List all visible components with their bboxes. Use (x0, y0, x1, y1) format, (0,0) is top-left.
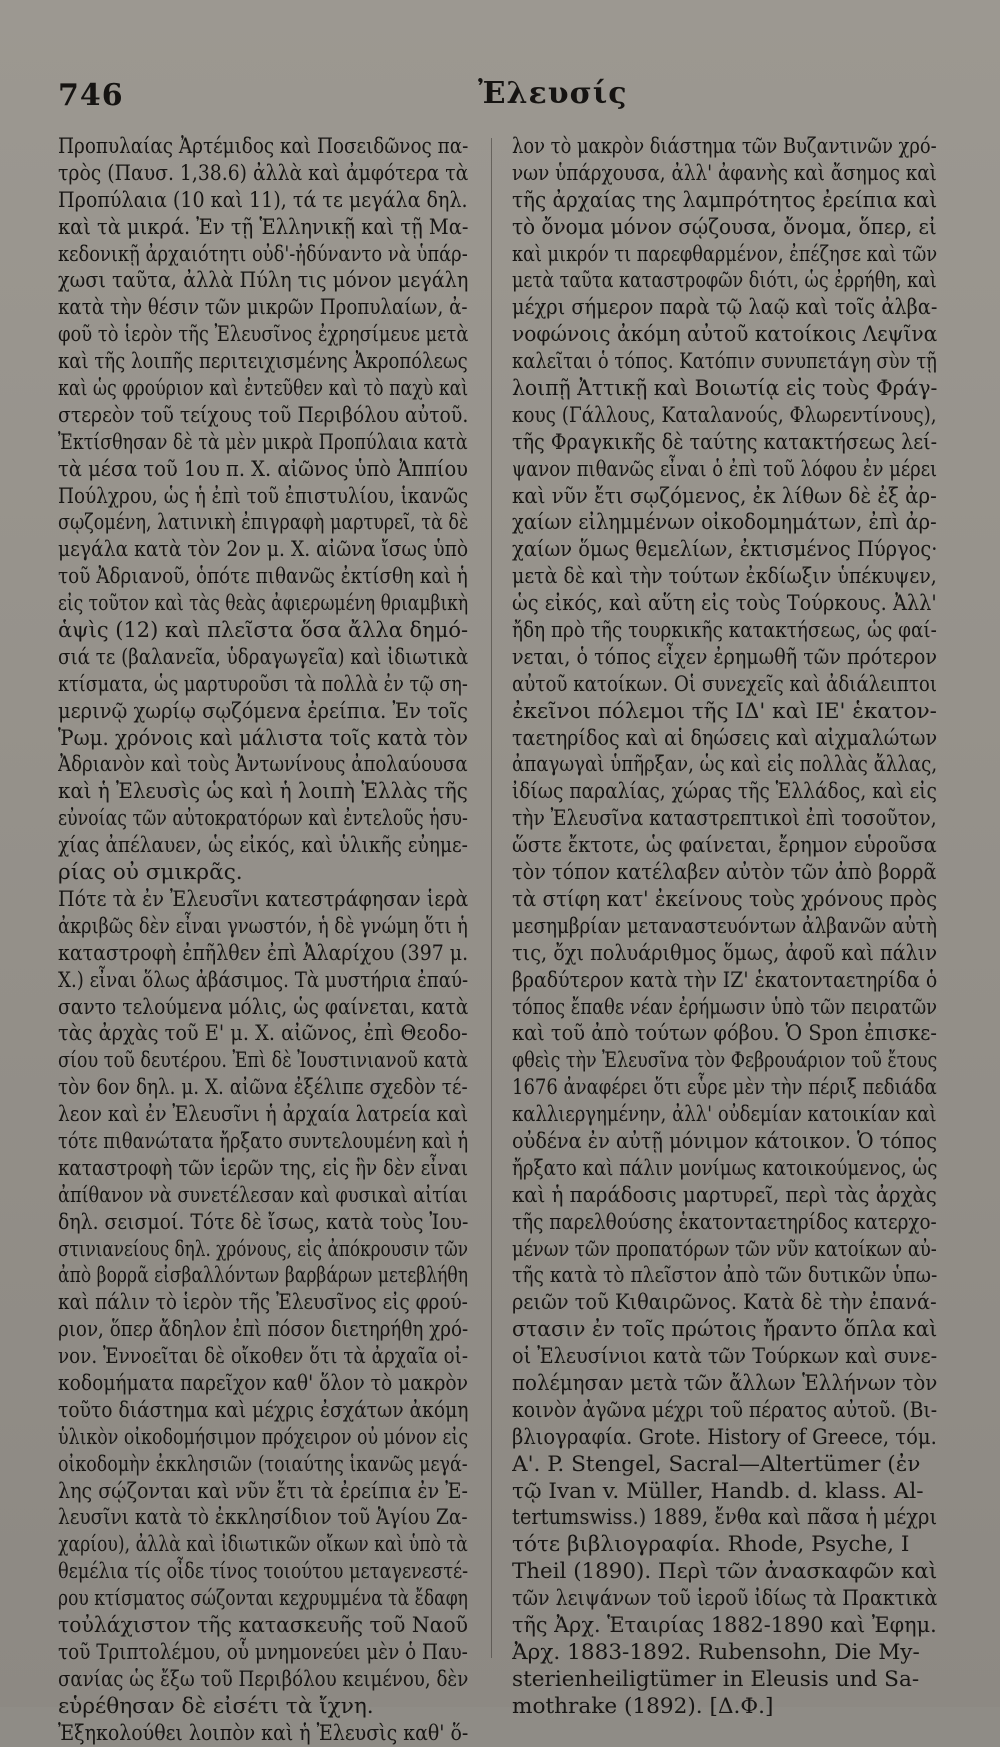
text-line: ἰδίως παραλίας, χώρας τῆς Ἑλλάδος, καὶ εἰς (512, 779, 937, 805)
text-line: καὶ τοῦ ἀπὸ τούτων φόβου. Ὁ Spon ἐπισκε- (512, 1021, 937, 1047)
text-line: καὶ νῦν ἔτι σῳζόμενος, ἐκ λίθων δὲ ἐξ ἀρ- (512, 483, 937, 509)
text-line: ρειῶν τοῦ Κιθαιρῶνος. Κατὰ δὲ τὴν ἐπανά- (512, 1290, 937, 1316)
text-line: φθεὶς τὴν Ἐλευσῖνα τὸν Φεβρουάριον τοῦ ἔτους (512, 1048, 937, 1074)
text-line: χαρίου), ἀλλὰ καὶ ἰδιωτικῶν οἴκων καὶ ὑπὸ τὰ (58, 1532, 468, 1558)
text-line: εὑρέθησαν δὲ εἰσέτι τὰ ἴχνη. (58, 1693, 374, 1719)
page-number: 746 (58, 78, 124, 113)
text-line: ἁψὶς (12) καὶ πλεῖστα ὅσα ἄλλα δημό- (58, 618, 468, 644)
text-line: νον. Ἐννοεῖται δὲ οἴκοθεν ὅτι τὰ ἀρχαῖα οἰ- (58, 1344, 468, 1370)
text-line: Πούλχρου, ὡς ἡ ἐπὶ τοῦ ἐπιστυλίου, ἱκανῶς (58, 483, 468, 509)
text-line: τότε βιβλιογραφία. Rhode, Psyche, I (512, 1532, 910, 1558)
text-line: φοῦ τὸ ἱερὸν τῆς Ἐλευσῖνος ἐχρησίμευε μετὰ (58, 322, 468, 348)
text-line: τὰς ἀρχὰς τοῦ Ε' μ. Χ. αἰῶνος, ἐπὶ Θεοδο- (58, 1021, 468, 1047)
text-line: κατὰ τὴν θέσιν τῶν μικρῶν Προπυλαίων, ἀ- (58, 295, 468, 321)
text-line: καὶ ὡς φρούριον καὶ ἐντεῦθεν καὶ τὸ παχὺ καὶ (58, 376, 468, 402)
text-line: mothrake (1892). [Δ.Φ.] (512, 1693, 774, 1719)
text-line: τὸ ὄνομα μόνον σῴζουσα, ὄνομα, ὅπερ, εἰ (512, 214, 937, 240)
text-line: Χ.) εἶναι ὅλως ἀβάσιμος. Τὰ μυστήρια ἐπαύ- (58, 967, 468, 993)
text-line: χωσι ταῦτα, ἀλλὰ Πύλη τις μόνον μεγάλη (58, 268, 468, 294)
text-line: τὰ μέσα τοῦ 1ου π. Χ. αἰῶνος ὑπὸ Ἀππίου (58, 456, 468, 482)
text-line: καὶ ἡ Ἐλευσὶς ὡς καὶ ἡ λοιπὴ Ἑλλὰς τῆς (58, 779, 468, 805)
text-line: Ἐκτίσθησαν δὲ τὰ μὲν μικρὰ Προπύλαια κατὰ (58, 429, 468, 455)
text-line: θεμέλια τίς οἶδε τίνος τοιούτου μεταγενεστέ- (58, 1559, 468, 1585)
text-line: δηλ. σεισμοί. Τότε δὲ ἴσως, κατὰ τοὺς Ἰου- (58, 1209, 468, 1235)
text-line: ἤρξατο καὶ πάλιν μονίμως κατοικούμενος, ὡς (512, 1155, 937, 1181)
text-line: Ἀδριανὸν καὶ τοὺς Ἀντωνίνους ἀπολαύουσα (58, 752, 468, 778)
text-line: ἀπὸ βορρᾶ εἰσβαλλόντων βαρβάρων μετεβλήθη (58, 1263, 468, 1289)
text-line: αὐτοῦ κατοίκων. Οἱ συνεχεῖς καὶ ἀδιάλειπτοι (512, 671, 937, 697)
text-line: τόπος ἔπαθε νέαν ἐρήμωσιν ὑπὸ τῶν πειρατῶν (512, 994, 937, 1020)
text-line: ἀπίθανον νὰ συνετέλεσαν καὶ φυσικαὶ αἰτίαι (58, 1182, 468, 1208)
text-line: σίου τοῦ δευτέρου. Ἐπὶ δὲ Ἰουστινιανοῦ κατὰ (58, 1048, 468, 1074)
text-line: τὸν τόπον κατέλαβεν αὐτὸν τῶν ἀπὸ βορρᾶ (512, 860, 937, 886)
text-line: οἱ Ἐλευσίνιοι κατὰ τῶν Τούρκων καὶ συνε- (512, 1344, 937, 1370)
text-line: εἰς τοῦτον καὶ τὰς θεὰς ἀφιερωμένη θριαμβικὴ (58, 591, 468, 617)
text-line: βλιογραφία. Grote. History of Greece, τόμ. (512, 1424, 937, 1450)
text-line: λοιπῇ Ἀττικῇ καὶ Βοιωτίᾳ εἰς τοὺς Φράγ- (512, 376, 937, 402)
text-line: Ἀρχ. 1883-1892. Rubensohn, Die My- (512, 1639, 920, 1665)
text-line: ὑλικὸν οἰκοδομήσιμον πρόχειρον οὐ μόνον εἰς (58, 1424, 468, 1450)
text-line: τῶν λειψάνων τοῦ ἱεροῦ ἰδίως τὰ Πρακτικὰ (512, 1586, 937, 1612)
text-line: τότε πιθανώτατα ἤρξατο συντελουμένη καὶ ἡ (58, 1128, 468, 1154)
text-line: 1676 ἀναφέρει ὅτι εὗρε μὲν τὴν πέριξ πεδιάδα (512, 1075, 937, 1101)
text-line: Προπυλαίας Ἀρτέμιδος καὶ Ποσειδῶνος πα- (58, 134, 468, 159)
text-line: μετὰ δὲ καὶ τὴν τούτων ἐκδίωξιν ὑπέκυψεν, (512, 564, 937, 590)
text-line: ὡς εἰκός, καὶ αὕτη εἰς τοὺς Τούρκους. Ἀλλ' (512, 591, 937, 617)
text-line: Προπύλαια (10 καὶ 11), τά τε μεγάλα δηλ. (58, 187, 468, 213)
text-line: ρου κτίσματος σώζονται κεχρυμμένα τὰ ἔδαφη (58, 1586, 468, 1612)
text-line: στερεὸν τοῦ τείχους τοῦ Περιβόλου αὐτοῦ. (58, 402, 468, 428)
text-line: τῆς Ἀρχ. Ἑταιρίας 1882-1890 καὶ Ἐφημ. (512, 1612, 937, 1638)
text-line: τὸν 6ον δηλ. μ. Χ. αἰῶνα ἐξέλιπε σχεδὸν τέ- (58, 1075, 468, 1101)
text-line: λευσῖνι κατὰ τὸ ἐκκλησίδιον τοῦ Ἁγίου Ζα- (58, 1505, 468, 1531)
text-line: εὐνοίας τῶν αὐτοκρατόρων καὶ ἐντελοῦς ἡσυ- (58, 806, 468, 832)
text-line: καὶ μικρόν τι παρεφθαρμένον, ἐπέζησε καὶ τῶν (512, 241, 937, 267)
text-line: τρὸς (Παυσ. 1,38.6) ἀλλὰ καὶ ἀμφότερα τὰ (58, 160, 468, 186)
right-column (512, 134, 937, 1721)
text-line: καλεῖται ὁ τόπος. Κατόπιν συνυπετάγη σὺν τῇ (512, 349, 937, 375)
text-line: τῆς παρελθούσης ἑκατονταετηρίδος κατερχο- (512, 1209, 937, 1235)
text-line: ἤδη πρὸ τῆς τουρκικῆς κατακτήσεως, ὡς φαί- (512, 618, 937, 644)
page-header (0, 78, 1000, 118)
text-line: Α'. P. Stengel, Sacral—Altertümer (ἐν (512, 1451, 921, 1477)
text-line: στασιν ἐν τοῖς πρώτοις ἤραντο ὅπλα καὶ (512, 1317, 937, 1343)
text-line: μέχρι σήμερον παρὰ τῷ λαῷ καὶ τοῖς ἀλβα- (512, 295, 937, 321)
text-line: τοῦ Ἀδριανοῦ, ὁπότε πιθανῶς ἐκτίσθη καὶ ἡ (58, 564, 468, 590)
text-line: ὥστε ἔκτοτε, ὡς φαίνεται, ἔρημον εὑροῦσα (512, 833, 937, 859)
text-line: μερινῷ χωρίῳ σῳζόμενα ἐρείπια. Ἐν τοῖς (58, 698, 468, 724)
text-line: τῆς κατὰ τὸ πλεῖστον ἀπὸ τῶν δυτικῶν ὑπω- (512, 1263, 937, 1289)
text-line: tertumswiss.) 1889, ἔνθα καὶ πᾶσα ἡ μέχρι (512, 1505, 937, 1531)
text-line: καὶ τὰ μικρά. Ἐν τῇ Ἑλληνικῇ καὶ τῇ Μα- (58, 214, 468, 240)
text-line: μετὰ ταῦτα καταστροφῶν διότι, ὡς ἐρρήθη, καὶ (512, 268, 937, 294)
text-line: κους (Γάλλους, Καταλανούς, Φλωρεντίνους), (512, 402, 937, 428)
text-line: τὰ στίφη κατ' ἐκείνους τοὺς χρόνους πρὸς (512, 886, 937, 912)
text-line: ρίας οὐ σμικρᾶς. (58, 860, 243, 886)
column-divider (491, 138, 492, 1658)
text-line: τῆς ἀρχαίας της λαμπρότητος ἐρείπια καὶ (512, 187, 937, 213)
text-line: Ῥωμ. χρόνοις καὶ μάλιστα τοῖς κατὰ τὸν (58, 725, 468, 751)
text-line: Ἐξηκολούθει λοιπὸν καὶ ἡ Ἐλευσὶς καθ' ὅ- (58, 1720, 468, 1746)
text-line: σαντο τελούμενα μόλις, ὡς φαίνεται, κατὰ (58, 994, 468, 1020)
text-line: λης σῴζονται καὶ νῦν ἔτι τὰ ἐρείπια ἐν Ἐ- (58, 1478, 468, 1504)
text-line: καὶ πάλιν τὸ ἱερὸν τῆς Ἐλευσῖνος εἰς φρού- (58, 1290, 468, 1316)
text-line: καταστροφὴ ἐπῆλθεν ἐπὶ Ἀλαρίχου (397 μ. (58, 940, 468, 966)
text-line: τοῦ Τριπτολέμου, οὗ μνημονεύει μὲν ὁ Παυ- (58, 1639, 468, 1665)
text-line: χαίων ὅμως θεμελίων, ἐκτισμένος Πύργος· (512, 537, 937, 563)
text-line: μεγάλα κατὰ τὸν 2ον μ. Χ. αἰῶνα ἴσως ὑπὸ (58, 537, 468, 563)
text-line: λεον καὶ ἐν Ἐλευσῖνι ἡ ἀρχαία λατρεία καὶ (58, 1102, 468, 1128)
text-line: ἀκριβῶς δὲν εἶναι γνωστόν, ἡ δὲ γνώμη ὅτι ἡ (58, 913, 468, 939)
text-line: τῷ Ivan v. Müller, Handb. d. klass. Al- (512, 1478, 924, 1504)
text-line: τοῦτο διάστημα καὶ μέχρις ἐσχάτων ἀκόμη (58, 1397, 468, 1423)
text-line: σανίας ὡς ἔξω τοῦ Περιβόλου κειμένου, δὲν (58, 1666, 468, 1692)
text-line: ταετηρίδος καὶ αἱ δηώσεις καὶ αἰχμαλώτων (512, 725, 937, 751)
text-line: ψανον πιθανῶς εἶναι ὁ ἐπὶ τοῦ λόφου ἐν μέρει (512, 456, 937, 482)
text-line: μένων τῶν προπατόρων τῶν νῦν κατοίκων αὐ- (512, 1236, 937, 1262)
text-line: οὐδένα ἐν αὐτῇ μόνιμον κάτοικον. Ὁ τόπος (512, 1128, 937, 1154)
text-line: βραδύτερον κατὰ τὴν ΙΖ' ἑκατονταετηρίδα ὁ (512, 967, 937, 993)
text-line: τις, ὄχι πολυάριθμος ὅμως, ἀφοῦ καὶ πάλιν (512, 940, 937, 966)
text-line: σῳζομένη, λατινικὴ ἐπιγραφὴ μαρτυρεῖ, τὰ δὲ (58, 510, 468, 536)
text-line: καταστροφὴ τῶν ἱερῶν της, εἰς ἣν δὲν εἶναι (58, 1155, 468, 1181)
running-head: Ἐλευσίς (478, 76, 628, 111)
text-line: χίας ἀπέλαυεν, ὡς εἰκός, καὶ ὑλικῆς εὐημε- (58, 833, 468, 859)
text-line: κοδομήματα παρεῖχον καθ' ὅλον τὸ μακρὸν (58, 1370, 468, 1396)
left-column (58, 134, 468, 1747)
text-line: ἐκεῖνοι πόλεμοι τῆς ΙΔ' καὶ ΙΕ' ἑκατον- (512, 698, 937, 724)
text-line: καὶ ἡ παράδοσις μαρτυρεῖ, περὶ τὰς ἀρχὰς (512, 1182, 937, 1208)
text-line: κτίσματα, ὡς μαρτυροῦσι τὰ πολλὰ ἐν τῷ ση- (58, 671, 468, 697)
text-line: ἀπαγωγαὶ ὑπῆρξαν, ὡς καὶ εἰς πολλὰς ἄλλας, (512, 752, 937, 778)
text-line: τὴν Ἐλευσῖνα καταστρεπτικοὶ ἐπὶ τοσοῦτον, (512, 806, 937, 832)
text-line: πολέμησαν μετὰ τῶν ἄλλων Ἑλλήνων τὸν (512, 1370, 937, 1396)
text-line: στινιανείους δηλ. χρόνους, εἰς ἀπόκρουσιν τῶν (58, 1236, 468, 1262)
text-line: νοφώνοις ἀκόμη αὐτοῦ κατοίκοις Λεψῖνα (512, 322, 937, 348)
text-line: καὶ τῆς λοιπῆς περιτειχισμένης Ἀκροπόλεως (58, 349, 468, 375)
text-line: οἰκοδομὴν ἐκκλησιῶν (τοιαύτης ἱκανῶς μεγά- (58, 1451, 468, 1477)
text-line: Theil (1890). Περὶ τῶν ἀνασκαφῶν καὶ (512, 1559, 937, 1585)
text-line: κεδονικῇ ἀρχαιότητι οὐδ'-ἠδύναντο νὰ ὑπάρ- (58, 241, 468, 267)
text-line: κοινὸν ἀγῶνα μέχρι τοῦ πέρατος αὐτοῦ. (Βι- (512, 1397, 937, 1423)
text-line: νεται, ὁ τόπος εἶχεν ἐρημωθῆ τῶν πρότερον (512, 644, 937, 670)
text-line: καλλιεργημένην, ἀλλ' οὐδεμίαν κατοικίαν καὶ (512, 1102, 937, 1128)
text-line: τῆς Φραγκικῆς δὲ ταύτης κατακτήσεως λεί- (512, 429, 937, 455)
text-line: χαίων εἰλημμένων οἰκοδομημάτων, ἐπὶ ἀρ- (512, 510, 937, 536)
text-line: νων ὑπάρχουσα, ἀλλ' ἀφανὴς καὶ ἄσημος καὶ (512, 160, 937, 186)
text-line: Πότε τὰ ἐν Ἐλευσῖνι κατεστράφησαν ἱερὰ (58, 886, 468, 912)
text-line: σιά τε (βαλανεῖα, ὑδραγωγεῖα) καὶ ἰδιωτικὰ (58, 644, 468, 670)
text-line: τοὐλάχιστον τῆς κατασκευῆς τοῦ Ναοῦ (58, 1612, 468, 1638)
text-line: λον τὸ μακρὸν διάστημα τῶν Βυζαντινῶν χρό- (512, 134, 937, 159)
text-line: sterienheiligtümer in Eleusis und Sa- (512, 1666, 920, 1692)
text-line: ριον, ὅπερ ἄδηλον ἐπὶ πόσον διετηρήθη χρό- (58, 1317, 468, 1343)
text-line: μεσημβρίαν μεταναστευόντων ἀλβανῶν αὐτὴ (512, 913, 937, 939)
